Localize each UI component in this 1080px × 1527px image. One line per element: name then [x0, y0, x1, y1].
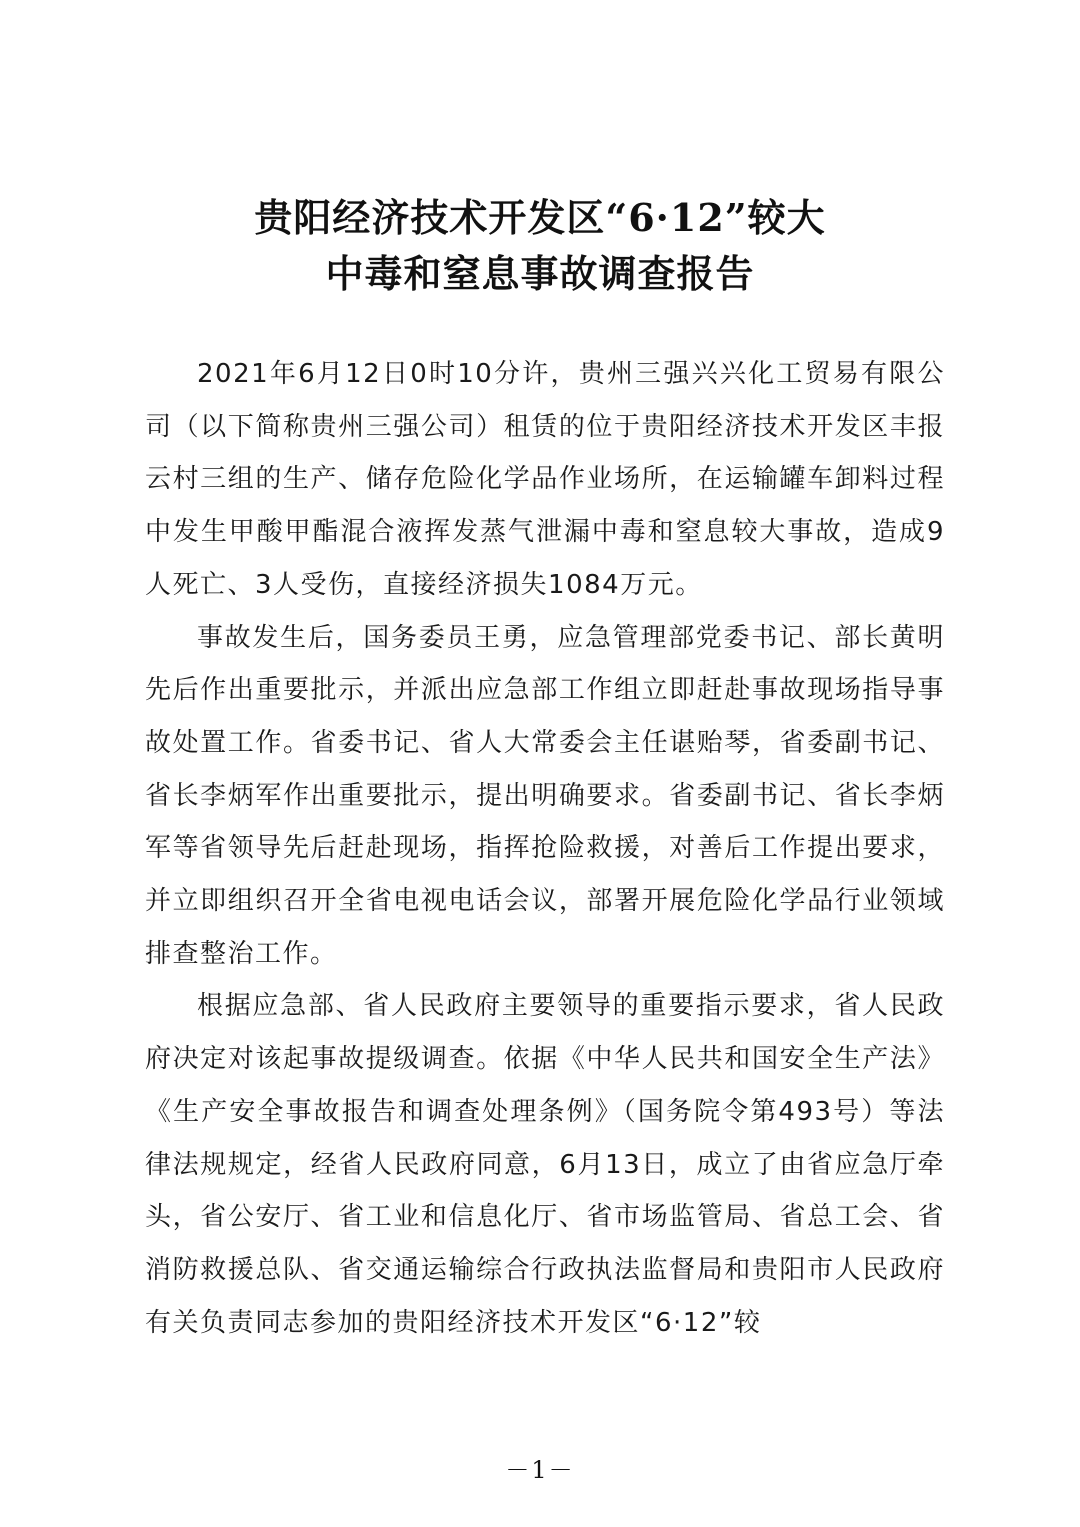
paragraph-2: 事故发生后，国务委员王勇，应急管理部党委书记、部长黄明先后作出重要批示，并派出应急部工作组立即赶赴事故现场指导事故处置工作。省委书记、省人大常委会主任谌贻琴，省委副书记、省长李炳军作出重要批示，提出明确要求。省委副书记、省长李炳军等省领导先后赶赴现场，指挥抢险救援，对善后工作提出要求，并立即组织召开全省电视电话会议，部署开展危险化学品行业领域排查整治工作。 — [145, 622, 945, 969]
title-line-2: 中毒和窒息事故调查报告 — [325, 251, 755, 296]
page-number: －1－ — [505, 1456, 575, 1484]
document-body — [145, 348, 945, 1349]
paragraph-3: 根据应急部、省人民政府主要领导的重要指示要求，省人民政府决定对该起事故提级调查。依据《中华人民共和国安全生产法》《生产安全事故报告和调查处理条例》（国务院令第493号）等法律法规规定，经省人民政府同意，6月13日，成立了由省应急厅牵头，省公安厅、省工业和信息化厅、省市场监管局、省总工会、省消防救援总队、省交通运输综合行政执法监督局和贵阳市人民政府有关负责同志参加的贵阳经济技术开发区“6·12”较 — [145, 991, 945, 1338]
page-title — [0, 190, 1080, 302]
title-line-1: 贵阳经济技术开发区“6·12”较大 — [254, 195, 826, 240]
paragraph-1: 2021年6月12日0时10分许，贵州三强兴兴化工贸易有限公司（以下简称贵州三强公司）租赁的位于贵阳经济技术开发区丰报云村三组的生产、储存危险化学品作业场所，在运输罐车卸料过程中发生甲酸甲酯混合液挥发蒸气泄漏中毒和窒息较大事故，造成9人死亡、3人受伤，直接经济损失1084万元。 — [145, 359, 945, 600]
